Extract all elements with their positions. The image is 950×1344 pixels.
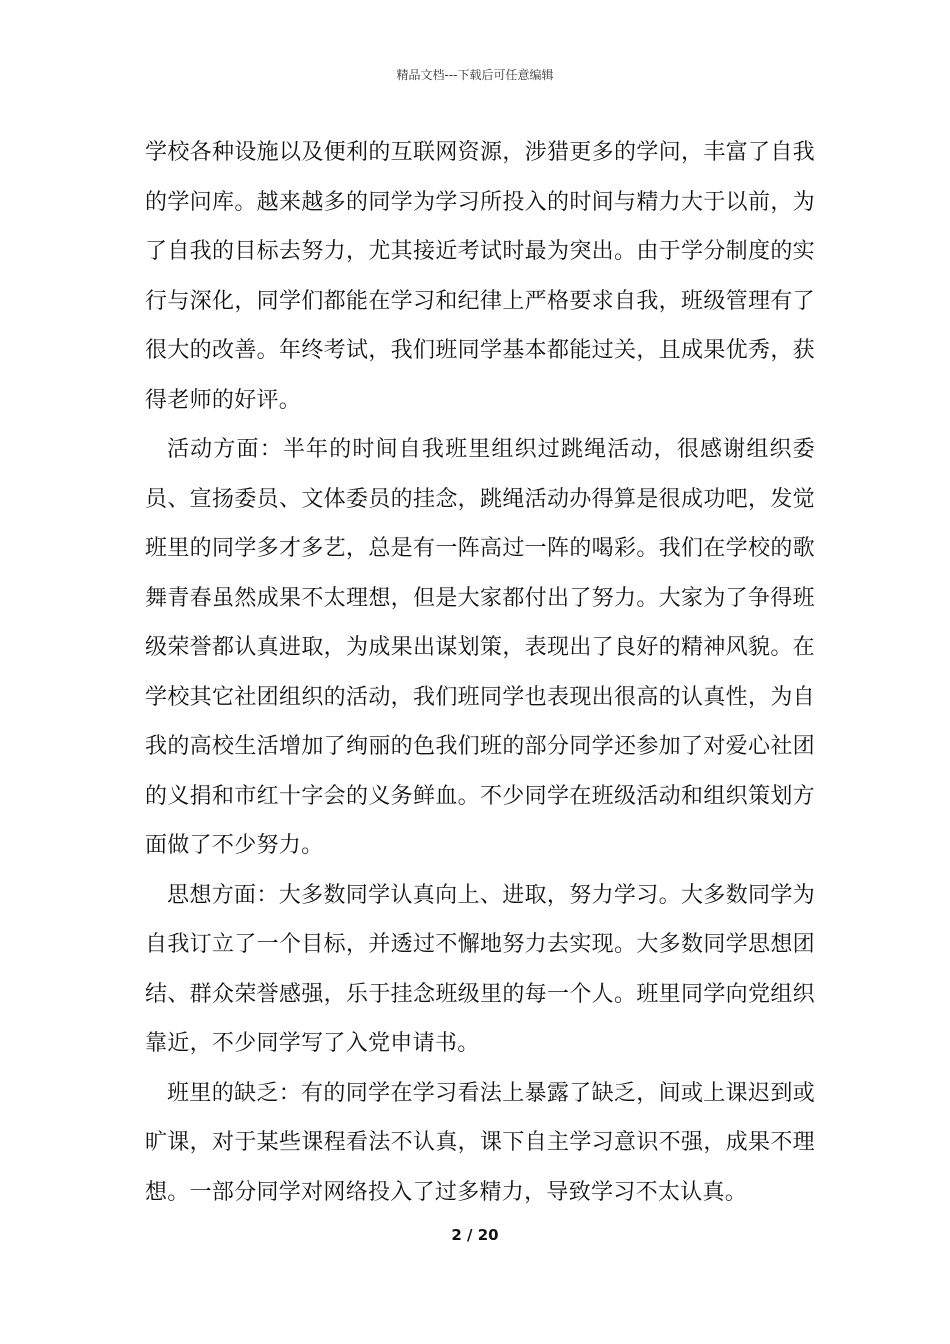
paragraph-activities: 活动方面：半年的时间自我班里组织过跳绳活动，很感谢组织委员、宣扬委员、文体委员的挂念，跳绳活动办得算是很成功吧，发觉班里的同学多才多艺，总是有一阵高过一阵的喝彩。我们在学校的歌舞青春虽然成果不太理想，但是大家都付出了努力。大家为了争得班级荣誉都认真进取，为成果出谋划策，表现出了良好的精神风貌。在学校其它社团组织的活动，我们班同学也表现出很高的认真性，为自我的高校生活增加了绚丽的色我们班的部分同学还参加了对爱心社团的义捐和市红十字会的义务鲜血。不少同学在班级活动和组织策划方面做了不少努力。 [145, 437, 815, 858]
paragraph-shortcomings: 班里的缺乏：有的同学在学习看法上暴露了缺乏，间或上课迟到或旷课，对于某些课程看法不认真，课下自主学习意识不强，成果不理想。一部分同学对网络投入了过多精力，导致学习不太认真。 [145, 1080, 815, 1205]
paragraph-study-continued: 学校各种设施以及便利的互联网资源，涉猎更多的学问，丰富了自我的学问库。越来越多的同学为学习所投入的时间与精力大于以前，为了自我的目标去努力，尤其接近考试时最为突出。由于学分制度的实行与深化，同学们都能在学习和纪律上严格要求自我，班级管理有了很大的改善。年终考试，我们班同学基本都能过关，且成果优秀，获得老师的好评。 [145, 140, 815, 413]
header-note: 精品文档---下载后可任意编辑 [396, 68, 554, 82]
paragraph-ideology: 思想方面：大多数同学认真向上、进取，努力学习。大多数同学为自我订立了一个目标，并透过不懈地努力去实现。大多数同学思想团结、群众荣誉感强，乐于挂念班级里的每一个人。班里同学向党组织靠近，不少同学写了入党申请书。 [145, 882, 815, 1056]
document-body [145, 128, 815, 1217]
page-number: 2 / 20 [451, 1226, 499, 1244]
